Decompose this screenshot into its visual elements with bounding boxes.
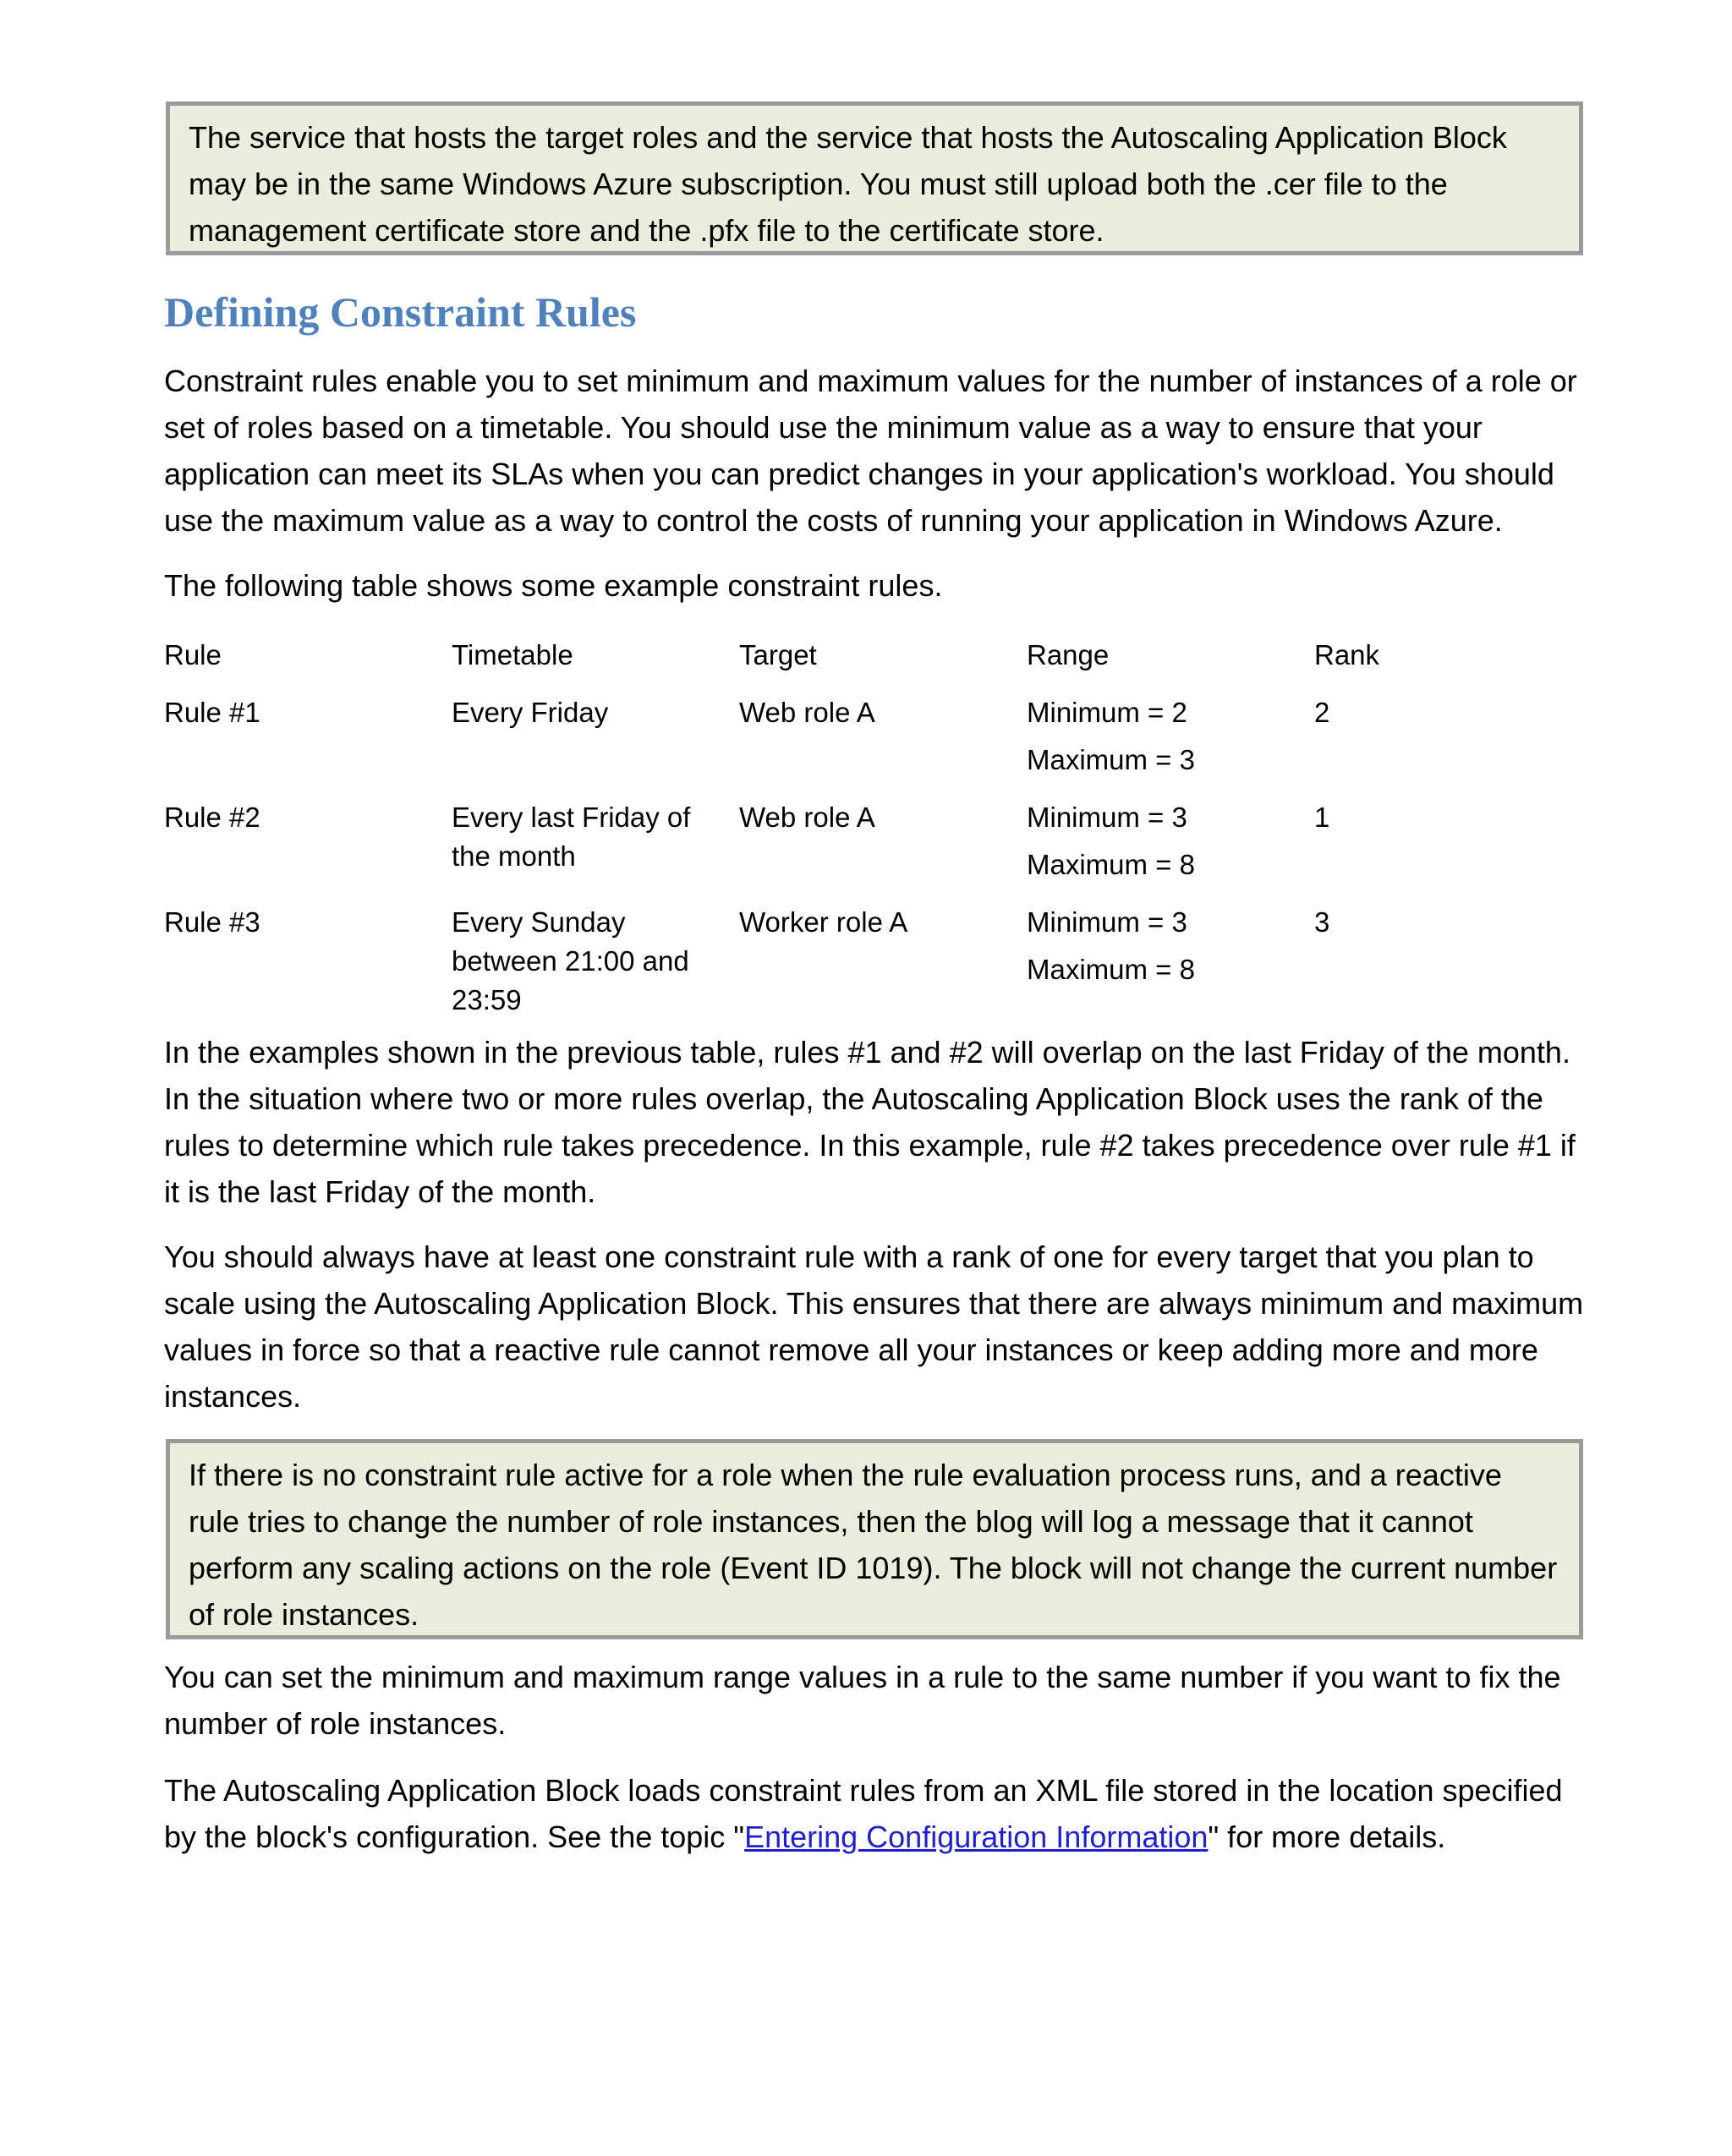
cell-rank: 3 — [1314, 906, 1330, 938]
loads-text-after: " for more details. — [1208, 1819, 1446, 1854]
config-info-link[interactable]: Entering Configuration Information — [744, 1819, 1209, 1854]
cell-range — [1027, 798, 1314, 903]
timetable-text: Every last Friday of the month — [452, 802, 691, 872]
cell-target: Web role A — [739, 697, 875, 728]
range-maximum: Maximum = 8 — [1027, 849, 1195, 880]
cell-rule: Rule #2 — [164, 802, 260, 833]
constraint-rules-table — [164, 636, 1602, 1030]
cell-range — [1027, 693, 1314, 798]
timetable-text: Every Friday — [452, 697, 609, 728]
note-box-top — [166, 101, 1583, 255]
paragraph-table-lead: The following table shows some example constraint rules. — [164, 568, 943, 603]
cell-timetable — [452, 798, 739, 903]
table-row — [164, 798, 1602, 903]
cell-range — [1027, 903, 1314, 1030]
header-rank: Rank — [1314, 639, 1380, 670]
paragraph-always: You should always have at least one constraint rule with a rank of one for every target that you plan to scale using the Autoscaling Application Block. This ensures that there are always minimum and maximum values in force so that a reactive rule cannot remove all your instances or keep adding more and more instances. — [164, 1239, 1584, 1414]
note-box-bottom — [166, 1439, 1583, 1639]
table-header-row — [164, 636, 1602, 693]
note-top-text: The service that hosts the target roles and the service that hosts the Autoscaling Application Block may be in the same Windows Azure subscription. You must still upload both the .cer file to the management certificate store and the .pfx file to the certificate store. — [189, 120, 1507, 248]
cell-target: Worker role A — [739, 906, 908, 938]
section-heading: Defining Constraint Rules — [164, 288, 637, 336]
range-minimum: Minimum = 3 — [1027, 802, 1187, 833]
range-maximum: Maximum = 3 — [1027, 744, 1195, 775]
loads-text-before: The Autoscaling Application Block loads constraint rules from an XML file stored in the location specified by the block's configuration. See the topic " — [164, 1773, 1563, 1854]
paragraph-loads — [164, 1767, 1593, 1860]
table-row — [164, 903, 1602, 1030]
range-minimum: Minimum = 2 — [1027, 697, 1187, 728]
header-target: Target — [739, 639, 817, 670]
paragraph-overlap: In the examples shown in the previous table, rules #1 and #2 will overlap on the last Friday of the month. In the situation where two or more rules overlap, the Autoscaling Application Block uses the rank of the rules to determine which rule takes precedence. In this example, rule #2 takes precedence over rule #1 if it is the last Friday of the month. — [164, 1035, 1576, 1209]
cell-rule: Rule #3 — [164, 906, 260, 938]
cell-rank: 1 — [1314, 802, 1330, 833]
paragraph-intro: Constraint rules enable you to set minimum and maximum values for the number of instances of a role or set of roles based on a timetable. You should use the minimum value as a way to ensure that your application can meet its SLAs when you can predict changes in your application's workload. You should use the maximum value as a way to control the costs of running your application in Windows Azure. — [164, 364, 1577, 538]
timetable-text: Every Sunday between 21:00 and 23:59 — [452, 906, 689, 1015]
cell-target: Web role A — [739, 802, 875, 833]
note-bottom-text: If there is no constraint rule active for a role when the rule evaluation process runs, and a reactive rule tries to change the number of role instances, then the blog will log a message that it cannot perform any scaling actions on the role (Event ID 1019). The block will not change the current number of role instances. — [189, 1458, 1558, 1632]
range-minimum: Minimum = 3 — [1027, 906, 1187, 938]
cell-timetable — [452, 903, 739, 1030]
cell-rule: Rule #1 — [164, 697, 260, 728]
paragraph-fix-range: You can set the minimum and maximum range values in a rule to the same number if you want to fix the number of role instances. — [164, 1660, 1561, 1741]
cell-timetable — [452, 693, 739, 798]
cell-rank: 2 — [1314, 697, 1330, 728]
header-rule: Rule — [164, 639, 222, 670]
table-row — [164, 693, 1602, 798]
range-maximum: Maximum = 8 — [1027, 954, 1195, 985]
header-range: Range — [1027, 639, 1110, 670]
header-timetable: Timetable — [452, 639, 573, 670]
